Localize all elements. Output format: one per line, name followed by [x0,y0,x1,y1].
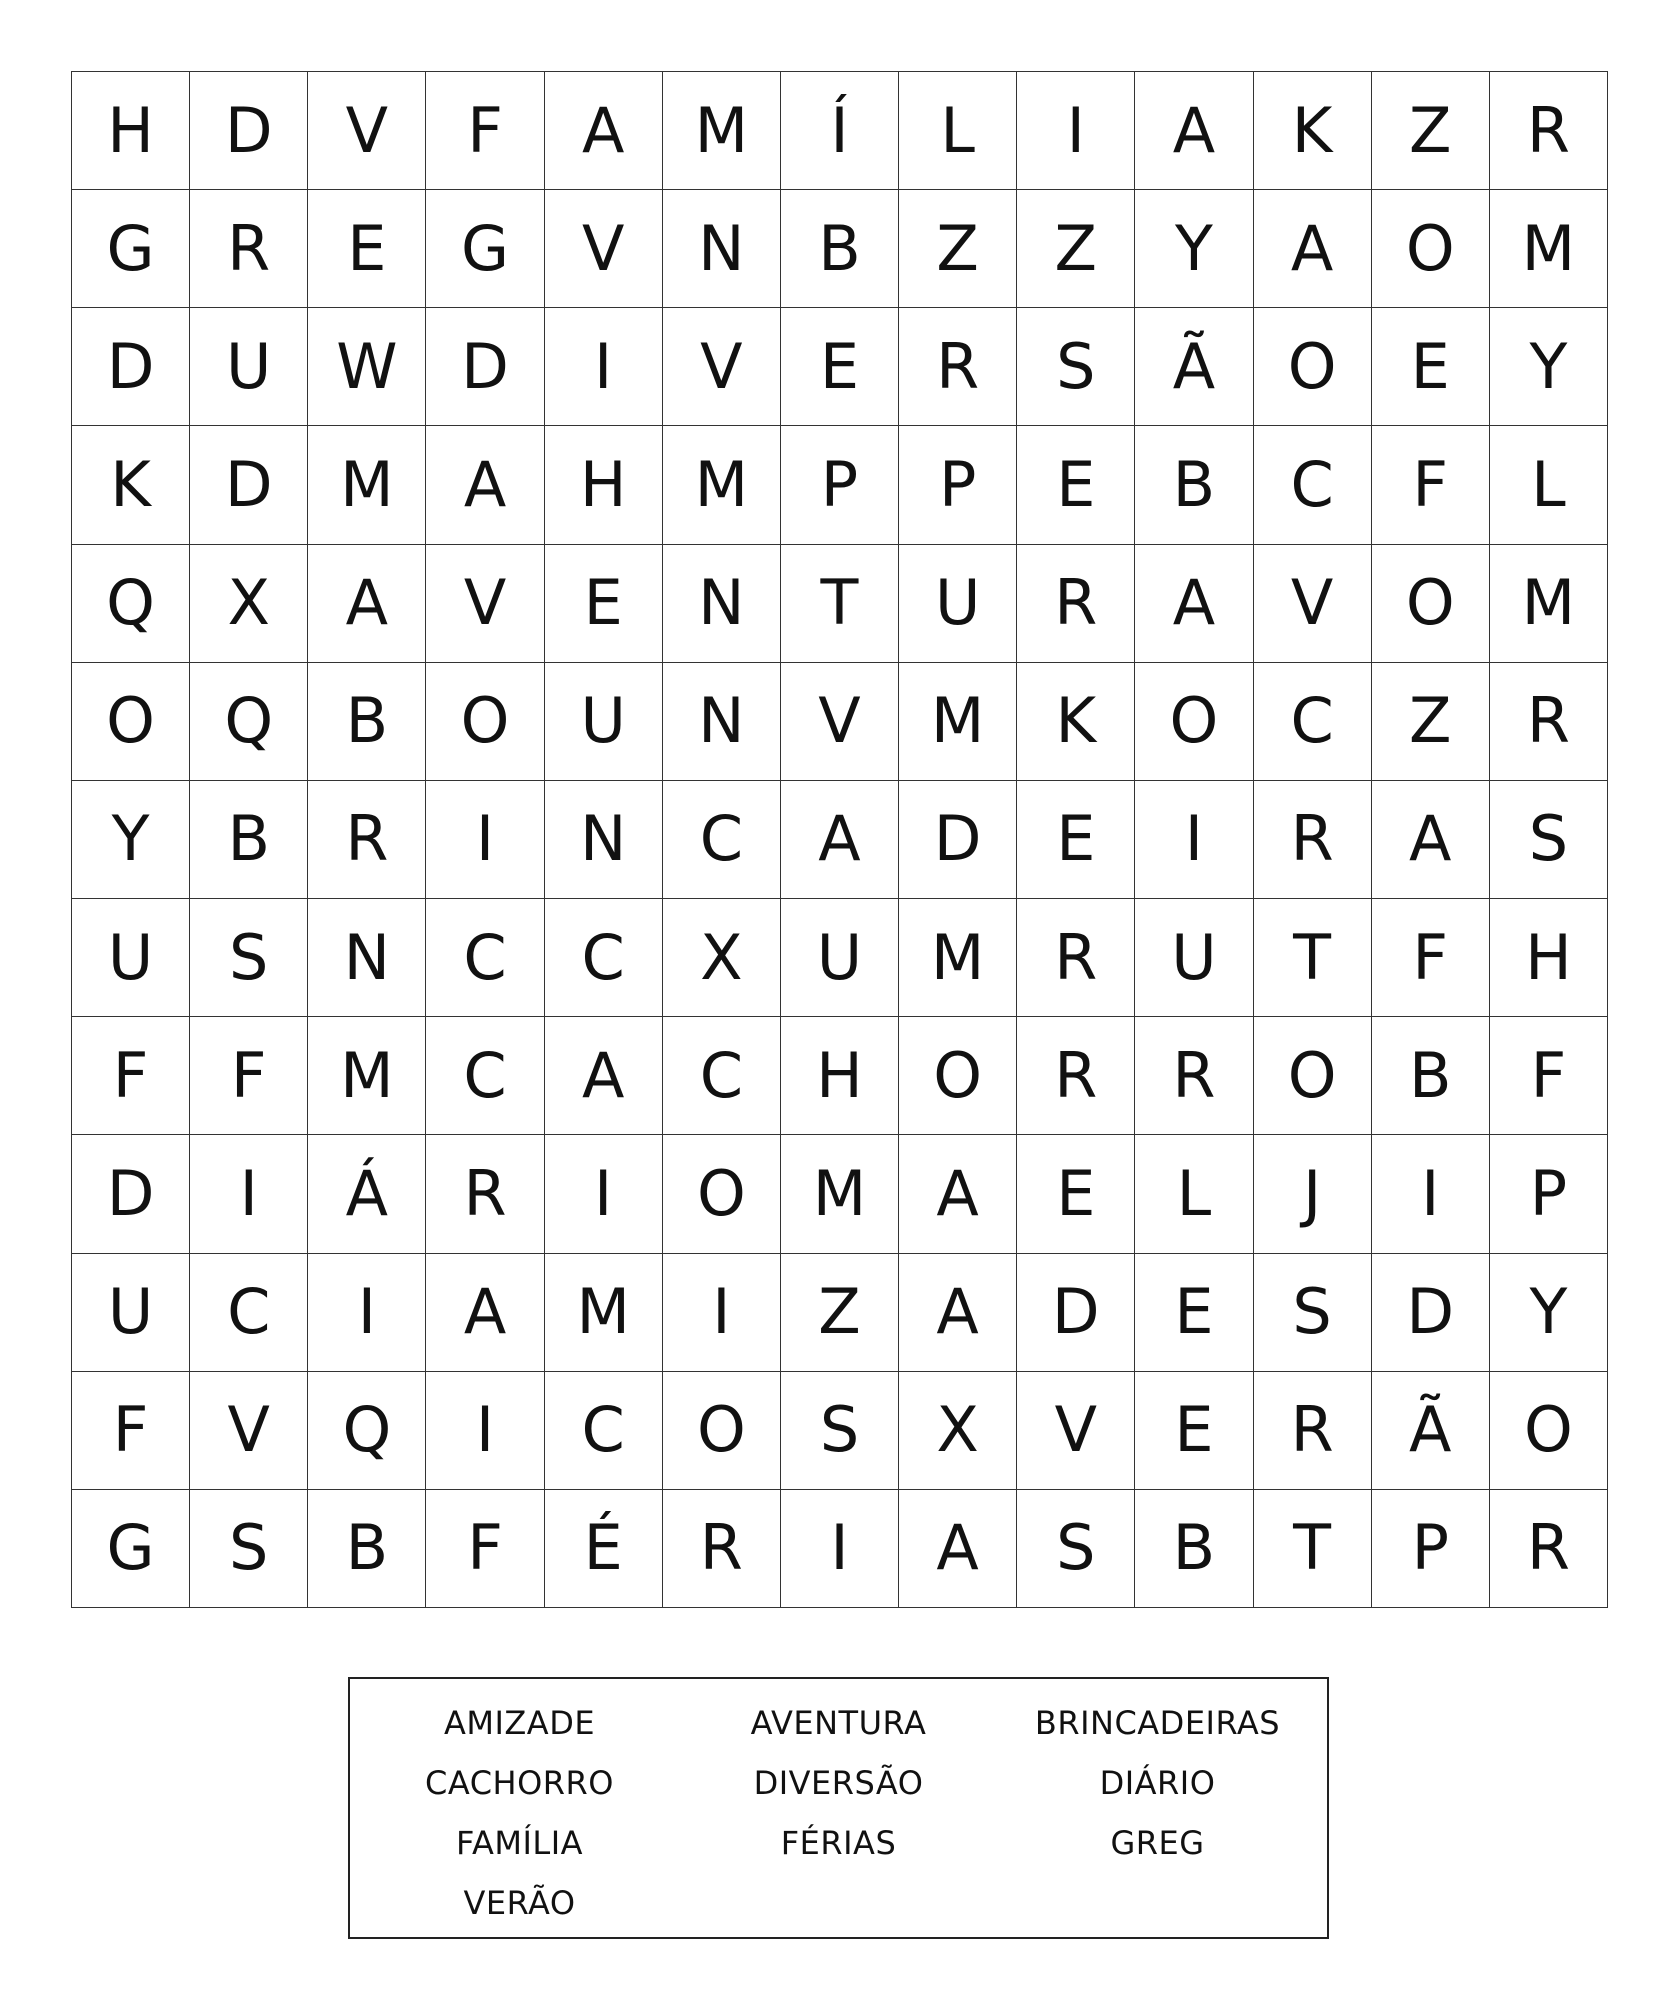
grid-cell[interactable]: S [1017,308,1135,426]
grid-cell[interactable]: U [72,899,190,1017]
word-list [360,1693,1317,1933]
grid-cell[interactable]: E [1135,1372,1253,1490]
grid-cell[interactable]: D [426,308,544,426]
grid-cell[interactable]: Y [1490,1254,1608,1372]
grid-cell[interactable]: T [781,545,899,663]
grid-cell[interactable]: S [1254,1254,1372,1372]
grid-cell[interactable]: D [190,72,308,190]
grid-cell[interactable]: O [899,1017,1017,1135]
grid-cell[interactable]: C [426,1017,544,1135]
grid-cell[interactable]: B [1372,1017,1490,1135]
grid-cell[interactable]: R [1254,1372,1372,1490]
grid-cell[interactable]: B [1135,1490,1253,1608]
grid-cell[interactable]: Q [190,663,308,781]
grid-cell[interactable]: M [899,899,1017,1017]
grid-cell[interactable]: N [308,899,426,1017]
grid-cell[interactable]: A [899,1490,1017,1608]
word-search-grid [71,71,1608,1608]
grid-cell[interactable]: U [72,1254,190,1372]
grid-cell[interactable]: A [1135,72,1253,190]
grid-cell[interactable]: B [308,1490,426,1608]
grid-cell[interactable]: F [1372,899,1490,1017]
word-list-item: FAMÍLIA [455,1824,584,1862]
grid-cell[interactable]: P [899,426,1017,544]
grid-cell[interactable]: E [308,190,426,308]
grid-cell[interactable]: N [545,781,663,899]
grid-cell[interactable]: M [308,1017,426,1135]
grid-cell[interactable]: D [72,308,190,426]
grid-cell[interactable]: Z [899,190,1017,308]
grid-cell[interactable]: D [899,781,1017,899]
grid-cell[interactable]: F [72,1372,190,1490]
grid-cell[interactable]: U [190,308,308,426]
grid-cell[interactable]: O [1372,190,1490,308]
grid-cell[interactable]: É [545,1490,663,1608]
grid-cell[interactable]: V [426,545,544,663]
grid-cell[interactable]: F [426,72,544,190]
grid-cell[interactable]: I [1017,72,1135,190]
grid-cell[interactable]: B [781,190,899,308]
word-list-box [348,1677,1329,1939]
grid-cell[interactable]: I [545,1135,663,1253]
grid-cell[interactable]: M [1490,545,1608,663]
grid-cell[interactable]: M [663,426,781,544]
grid-cell[interactable]: I [1372,1135,1490,1253]
grid-cell[interactable]: V [308,72,426,190]
grid-cell[interactable]: S [190,899,308,1017]
grid-cell[interactable]: R [663,1490,781,1608]
grid-cell[interactable]: V [781,663,899,781]
grid-cell[interactable]: I [190,1135,308,1253]
grid-cell[interactable]: A [781,781,899,899]
word-list-item: FÉRIAS [780,1824,897,1862]
grid-cell[interactable]: C [663,1017,781,1135]
grid-cell[interactable]: K [1254,72,1372,190]
grid-cell[interactable]: I [308,1254,426,1372]
grid-cell[interactable]: F [72,1017,190,1135]
grid-cell[interactable]: Í [781,72,899,190]
grid-cell[interactable]: A [899,1254,1017,1372]
grid-cell[interactable]: P [781,426,899,544]
grid-cell[interactable]: Q [308,1372,426,1490]
word-list-item: BRINCADEIRAS [1034,1704,1281,1742]
grid-cell[interactable]: L [899,72,1017,190]
grid-cell[interactable]: M [781,1135,899,1253]
grid-cell[interactable]: Q [72,545,190,663]
grid-cell[interactable]: C [426,899,544,1017]
grid-cell[interactable]: O [663,1135,781,1253]
word-list-item: DIÁRIO [1099,1764,1216,1802]
grid-cell[interactable]: R [1017,899,1135,1017]
grid-cell[interactable]: V [1017,1372,1135,1490]
grid-cell[interactable]: N [663,190,781,308]
grid-cell[interactable]: T [1254,1490,1372,1608]
word-list-item: GREG [1110,1824,1205,1862]
grid-cell[interactable]: Y [1135,190,1253,308]
grid-cell[interactable]: L [1135,1135,1253,1253]
grid-cell[interactable]: A [426,1254,544,1372]
grid-cell[interactable]: S [1490,781,1608,899]
grid-cell[interactable]: Y [1490,308,1608,426]
grid-cell[interactable]: N [663,545,781,663]
grid-cell[interactable]: E [545,545,663,663]
grid-cell[interactable]: O [1135,663,1253,781]
grid-cell[interactable]: C [190,1254,308,1372]
grid-cell[interactable]: R [190,190,308,308]
grid-cell[interactable]: B [308,663,426,781]
grid-cell[interactable]: B [1135,426,1253,544]
grid-cell[interactable]: X [190,545,308,663]
grid-cell[interactable]: P [1372,1490,1490,1608]
grid-cell[interactable]: E [781,308,899,426]
grid-cell[interactable]: X [899,1372,1017,1490]
grid-cell[interactable]: Y [72,781,190,899]
grid-cell[interactable]: E [1017,1135,1135,1253]
grid-cell[interactable]: G [72,190,190,308]
grid-cell[interactable]: I [426,781,544,899]
grid-cell[interactable]: G [426,190,544,308]
grid-cell[interactable]: A [1254,190,1372,308]
grid-cell[interactable]: M [899,663,1017,781]
grid-cell[interactable]: H [545,426,663,544]
grid-cell[interactable]: I [545,308,663,426]
grid-cell[interactable]: V [1254,545,1372,663]
grid-cell[interactable]: A [1135,545,1253,663]
grid-cell[interactable]: O [72,663,190,781]
grid-cell[interactable]: M [545,1254,663,1372]
grid-cell[interactable]: M [1490,190,1608,308]
grid-cell[interactable]: V [545,190,663,308]
grid-cell[interactable]: R [308,781,426,899]
grid-cell[interactable]: A [1372,781,1490,899]
grid-cell[interactable]: R [1017,545,1135,663]
grid-cell[interactable]: O [426,663,544,781]
grid-cell[interactable]: M [308,426,426,544]
grid-cell[interactable]: V [663,308,781,426]
grid-cell[interactable]: W [308,308,426,426]
grid-cell[interactable]: F [1490,1017,1608,1135]
grid-cell[interactable]: C [545,1372,663,1490]
grid-cell[interactable]: M [663,72,781,190]
grid-cell[interactable]: U [545,663,663,781]
grid-cell[interactable]: F [426,1490,544,1608]
grid-cell[interactable]: U [1135,899,1253,1017]
grid-cell[interactable]: A [545,72,663,190]
grid-cell[interactable]: R [426,1135,544,1253]
grid-cell[interactable]: E [1372,308,1490,426]
grid-cell[interactable]: L [1490,426,1608,544]
grid-cell[interactable]: I [663,1254,781,1372]
grid-cell[interactable]: S [190,1490,308,1608]
grid-cell[interactable]: O [1254,308,1372,426]
grid-cell[interactable]: T [1254,899,1372,1017]
grid-cell[interactable]: O [663,1372,781,1490]
grid-cell[interactable]: E [1135,1254,1253,1372]
grid-cell[interactable]: O [1254,1017,1372,1135]
grid-cell[interactable]: D [72,1135,190,1253]
grid-cell[interactable]: Ã [1372,1372,1490,1490]
grid-cell[interactable]: N [663,663,781,781]
grid-cell[interactable]: C [1254,663,1372,781]
grid-cell[interactable]: Z [1017,190,1135,308]
grid-cell[interactable]: Á [308,1135,426,1253]
word-list-item: DIVERSÃO [753,1764,924,1802]
grid-cell[interactable]: C [1254,426,1372,544]
grid-cell[interactable]: G [72,1490,190,1608]
word-list-item: AMIZADE [443,1704,596,1742]
grid-cell[interactable]: I [426,1372,544,1490]
grid-cell[interactable]: E [1017,426,1135,544]
grid-cell[interactable]: S [1017,1490,1135,1608]
grid-cell[interactable]: E [1017,781,1135,899]
grid-cell[interactable]: P [1490,1135,1608,1253]
grid-cell[interactable]: S [781,1372,899,1490]
grid-cell[interactable]: H [72,72,190,190]
grid-cell[interactable]: U [899,545,1017,663]
grid-cell[interactable]: I [1135,781,1253,899]
grid-cell[interactable]: Z [1372,72,1490,190]
grid-cell[interactable]: A [899,1135,1017,1253]
grid-cell[interactable]: B [190,781,308,899]
word-list-item: CACHORRO [425,1764,614,1802]
grid-cell[interactable]: C [663,781,781,899]
grid-cell[interactable]: F [1372,426,1490,544]
grid-cell[interactable]: A [426,426,544,544]
grid-cell[interactable]: Ã [1135,308,1253,426]
word-list-item: AVENTURA [750,1704,927,1742]
grid-cell[interactable]: R [1254,781,1372,899]
grid-cell[interactable]: O [1490,1372,1608,1490]
grid-cell[interactable]: I [781,1490,899,1608]
grid-cell[interactable]: R [1017,1017,1135,1135]
grid-cell[interactable]: K [72,426,190,544]
grid-cell[interactable]: D [1017,1254,1135,1372]
grid-cell[interactable]: Z [1372,663,1490,781]
grid-cell[interactable]: R [1490,72,1608,190]
grid-cell[interactable]: O [1372,545,1490,663]
grid-cell[interactable]: C [545,899,663,1017]
grid-cell[interactable]: R [1490,1490,1608,1608]
grid-cell[interactable]: F [190,1017,308,1135]
grid-cell[interactable]: H [781,1017,899,1135]
grid-cell[interactable]: D [190,426,308,544]
grid-cell[interactable]: R [1490,663,1608,781]
grid-cell[interactable]: A [545,1017,663,1135]
word-list-item: VERÃO [463,1884,576,1922]
grid-cell[interactable]: R [899,308,1017,426]
grid-cell[interactable]: D [1372,1254,1490,1372]
grid-cell[interactable]: A [308,545,426,663]
grid-cell[interactable]: K [1017,663,1135,781]
grid-cell[interactable]: R [1135,1017,1253,1135]
grid-cell[interactable]: H [1490,899,1608,1017]
grid-cell[interactable]: V [190,1372,308,1490]
grid-cell[interactable]: J [1254,1135,1372,1253]
grid-cell[interactable]: U [781,899,899,1017]
grid-cell[interactable]: Z [781,1254,899,1372]
grid-cell[interactable]: X [663,899,781,1017]
